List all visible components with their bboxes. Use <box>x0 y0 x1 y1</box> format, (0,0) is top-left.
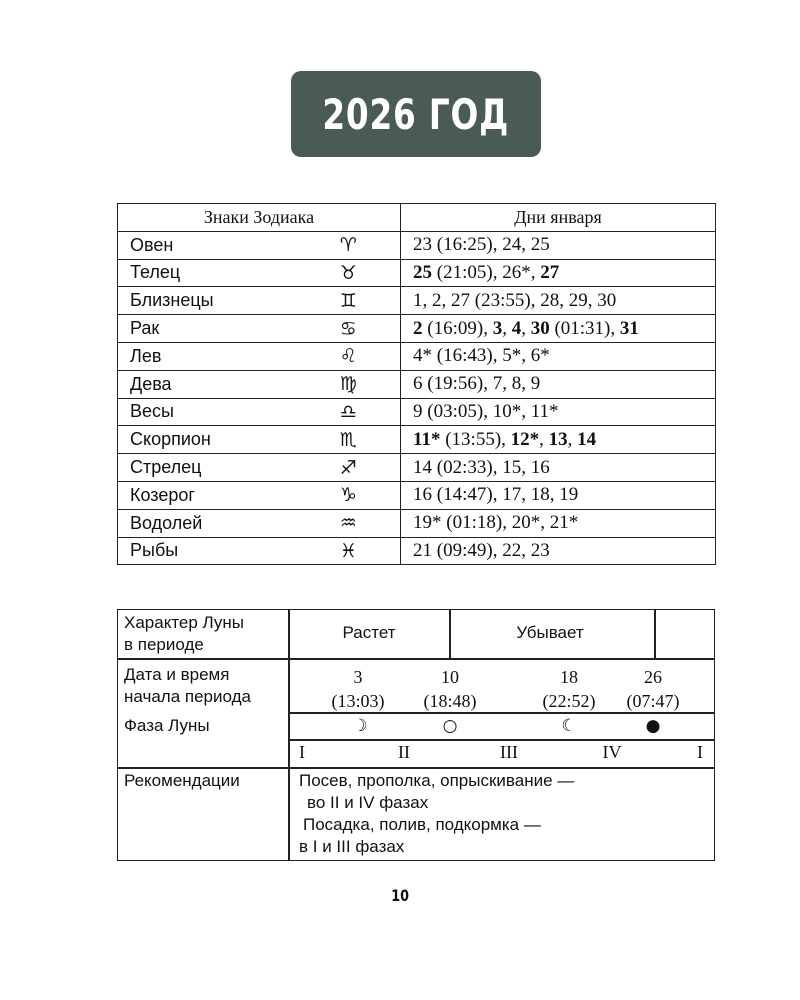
days-segment: 14 (02:33), 15, 16 <box>413 456 550 478</box>
days-segment: , <box>539 428 549 450</box>
days-segment: 12* <box>510 428 540 450</box>
zodiac-row <box>118 454 716 482</box>
days-segment: 13 <box>548 428 568 450</box>
zodiac-row <box>118 370 716 398</box>
days-segment: 6 (19:56), 7, 8, 9 <box>413 373 541 395</box>
moon-character-label: Характер Луны в периоде <box>124 613 245 654</box>
period-start-2: 10 (18:48) <box>423 667 477 711</box>
days-segment: 1, 2, 27 (23:55), 28, 29, 30 <box>413 289 617 311</box>
days-segment: 21 (09:49), 22, 23 <box>413 539 550 561</box>
zodiac-table-header <box>118 204 716 232</box>
zodiac-table <box>117 203 716 565</box>
zodiac-symbol-icon: ♌ <box>297 342 401 370</box>
header-january-days: Дни января <box>401 204 716 232</box>
zodiac-sign-name: Рыбы <box>118 537 297 565</box>
zodiac-days <box>401 287 716 315</box>
period-start-1: 3 (13:03) <box>331 667 385 711</box>
zodiac-sign-name: Весы <box>118 398 297 426</box>
header-zodiac-signs: Знаки Зодиака <box>118 204 401 232</box>
zodiac-row <box>118 259 716 287</box>
days-segment: 23 (16:25), 24, 25 <box>413 234 550 256</box>
zodiac-row <box>118 287 716 315</box>
zodiac-sign-name: Овен <box>118 231 297 259</box>
phase-numeral-1: I <box>299 742 305 762</box>
days-segment: 16 (14:47), 17, 18, 19 <box>413 484 579 506</box>
zodiac-symbol-icon: ♍ <box>297 370 401 398</box>
zodiac-sign-name: Скорпион <box>118 426 297 454</box>
days-segment: 27 <box>540 261 560 283</box>
days-segment: 2 <box>413 317 423 339</box>
zodiac-row <box>118 426 716 454</box>
zodiac-row <box>118 481 716 509</box>
phase-numeral-4: IV <box>602 742 622 762</box>
days-segment: 11* <box>413 428 441 450</box>
new-moon-icon: ● <box>645 716 661 736</box>
phase-numeral-5: I <box>697 742 703 762</box>
zodiac-row <box>118 398 716 426</box>
zodiac-days <box>401 398 716 426</box>
days-segment: 25 <box>413 261 433 283</box>
zodiac-days <box>401 315 716 343</box>
days-segment: (01:31), <box>549 317 620 339</box>
period-start-3: 18 (22:52) <box>542 667 596 711</box>
waxing-crescent-icon: ☽ <box>352 716 368 736</box>
zodiac-symbol-icon: ♉ <box>297 259 401 287</box>
moon-growing: Растет <box>342 623 396 642</box>
zodiac-sign-name: Телец <box>118 259 297 287</box>
zodiac-sign-name: Козерог <box>118 481 297 509</box>
zodiac-symbol-icon: ♐ <box>297 454 401 482</box>
days-segment: (13:55), <box>440 428 511 450</box>
days-segment: 30 <box>530 317 550 339</box>
year-title-box <box>291 71 541 157</box>
days-segment: , <box>502 317 512 339</box>
zodiac-symbol-icon: ♎ <box>297 398 401 426</box>
zodiac-days <box>401 370 716 398</box>
zodiac-symbol-icon: ♊ <box>297 287 401 315</box>
zodiac-row <box>118 342 716 370</box>
zodiac-row <box>118 509 716 537</box>
days-segment: , <box>567 428 578 450</box>
recommendations-label: Рекомендации <box>124 771 240 790</box>
zodiac-sign-name: Лев <box>118 342 297 370</box>
phase-numeral-2: II <box>398 742 410 762</box>
zodiac-row <box>118 315 716 343</box>
zodiac-sign-name: Близнецы <box>118 287 297 315</box>
zodiac-days <box>401 537 716 565</box>
days-segment: 4 <box>511 317 522 339</box>
zodiac-symbol-icon: ♈ <box>297 231 401 259</box>
zodiac-sign-name: Дева <box>118 370 297 398</box>
page-number: 10 <box>391 886 409 905</box>
zodiac-row <box>118 231 716 259</box>
days-segment: (16:09), <box>422 317 493 339</box>
zodiac-days <box>401 342 716 370</box>
days-segment: 31 <box>619 317 639 339</box>
moon-waning: Убывает <box>516 623 584 642</box>
phase-numeral-3: III <box>500 742 518 762</box>
days-segment: 9 (03:05), 10*, 11* <box>413 400 559 422</box>
days-segment: 19* (01:18), 20*, 21* <box>413 512 579 534</box>
zodiac-sign-name: Стрелец <box>118 454 297 482</box>
zodiac-days <box>401 481 716 509</box>
zodiac-symbol-icon: ♒ <box>297 509 401 537</box>
recommendations-text: Посев, прополка, опрыскивание — во II и IV фазах Посадка, полив, подкормка — в I и III фазах <box>299 771 575 856</box>
zodiac-days <box>401 259 716 287</box>
zodiac-days <box>401 231 716 259</box>
zodiac-days <box>401 426 716 454</box>
zodiac-symbol-icon: ♏ <box>297 426 401 454</box>
waning-crescent-icon: ☾ <box>561 716 577 736</box>
zodiac-sign-name: Рак <box>118 315 297 343</box>
zodiac-symbol-icon: ♋ <box>297 315 401 343</box>
days-segment: , <box>521 317 531 339</box>
year-title: 2026 ГОД <box>322 89 510 139</box>
zodiac-days <box>401 454 716 482</box>
moon-phase-table <box>117 609 715 861</box>
period-start-4: 26 (07:47) <box>626 667 680 711</box>
zodiac-row <box>118 537 716 565</box>
days-segment: 3 <box>492 317 503 339</box>
zodiac-symbol-icon: ♓ <box>297 537 401 565</box>
moon-phase-label: Фаза Луны <box>124 716 210 735</box>
days-segment: (21:05), 26*, <box>432 261 541 283</box>
zodiac-symbol-icon: ♑ <box>297 481 401 509</box>
zodiac-sign-name: Водолей <box>118 509 297 537</box>
full-moon-icon: ○ <box>442 716 458 736</box>
date-time-label: Дата и время начала периода <box>124 665 251 706</box>
zodiac-days <box>401 509 716 537</box>
days-segment: 4* (16:43), 5*, 6* <box>413 345 550 367</box>
days-segment: 14 <box>577 428 597 450</box>
